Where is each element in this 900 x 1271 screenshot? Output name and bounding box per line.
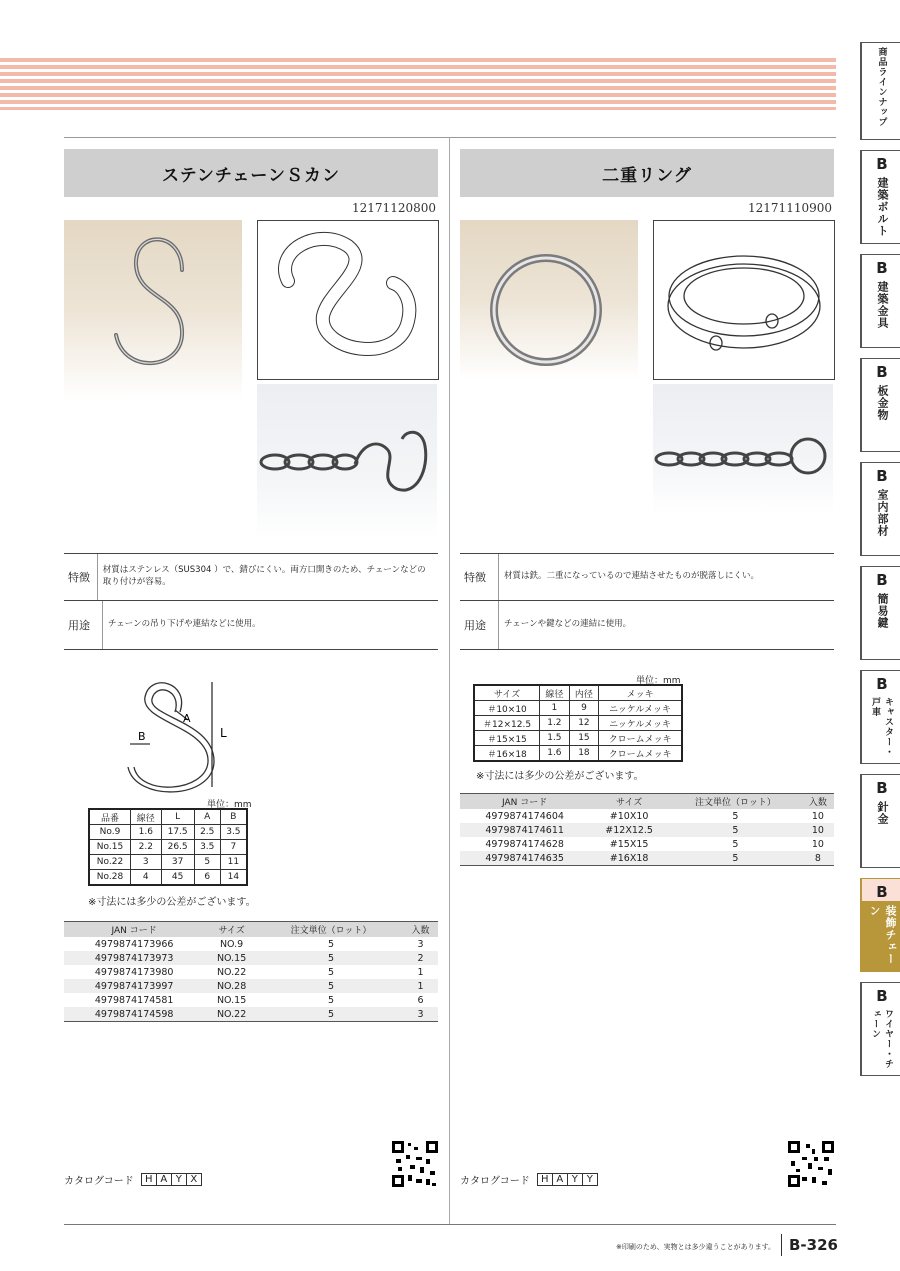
table-row — [89, 870, 247, 886]
table-cell: 1.5 — [540, 731, 570, 746]
table-row — [460, 809, 834, 823]
table-row — [64, 965, 438, 979]
right-catalog-code — [460, 1172, 598, 1187]
table-cell: ＃12×12.5 — [474, 716, 540, 731]
table-header-cell: 線径 — [130, 809, 161, 825]
table-cell: 17.5 — [161, 825, 194, 840]
right-jan-table — [460, 793, 834, 866]
table-cell: 9 — [569, 701, 599, 716]
side-tab-label: 室内部材 — [876, 489, 889, 537]
table-cell: No.28 — [89, 870, 130, 886]
catalog-code-char: H — [141, 1173, 157, 1186]
side-tab — [860, 42, 900, 140]
top-rule — [64, 137, 836, 138]
table-header-cell: B — [220, 809, 247, 825]
table-header-cell: サイズ — [474, 685, 540, 701]
table-cell: 37 — [161, 855, 194, 870]
table-row — [460, 823, 834, 837]
table-cell: No.9 — [89, 825, 130, 840]
table-cell: ＃16×18 — [474, 746, 540, 762]
side-tab-letter: B — [876, 571, 888, 589]
table-cell: No.22 — [89, 855, 130, 870]
column-divider — [449, 137, 450, 1225]
catalog-code-char: Y — [171, 1173, 187, 1186]
table-header-cell: JAN コード — [460, 794, 589, 810]
table-cell: クロームメッキ — [599, 746, 682, 762]
feature-label: 特徴 — [64, 554, 98, 600]
right-unit: 単位：mm — [636, 676, 681, 686]
side-tab-label: 建築金具 — [876, 281, 889, 329]
table-row — [64, 993, 438, 1007]
table-cell: 3 — [130, 855, 161, 870]
table-row — [64, 951, 438, 965]
side-tab — [860, 150, 900, 244]
use-label: 用途 — [460, 601, 499, 649]
side-tab-letter: B — [876, 155, 888, 173]
table-cell: NO.15 — [204, 951, 259, 965]
table-cell: #12X12.5 — [589, 823, 669, 837]
side-tab-label: キャスター・戸車 — [870, 697, 893, 757]
table-row — [64, 979, 438, 993]
table-cell: 12 — [569, 716, 599, 731]
table-cell: 4979874173980 — [94, 966, 174, 978]
use-label: 用途 — [64, 601, 103, 649]
ring-drawing — [653, 220, 835, 380]
table-cell: 15 — [569, 731, 599, 746]
table-cell: 14 — [220, 870, 247, 886]
left-tolerance-note: ※寸法には多少の公差がございます。 — [88, 897, 256, 908]
use-text: チェーンや鍵などの連結に使用。 — [504, 619, 632, 630]
table-cell: 4979874174635 — [460, 851, 589, 866]
side-tab-label: ワイヤー・チェーン — [870, 1009, 893, 1069]
table-row — [89, 825, 247, 840]
table-cell: 5 — [732, 838, 739, 850]
table-cell: 3 — [417, 938, 424, 950]
side-tab — [860, 878, 900, 972]
left-spec-table — [64, 553, 438, 650]
right-qr-code — [788, 1141, 834, 1191]
side-tab-letter: B — [876, 467, 888, 485]
table-header-cell: サイズ — [204, 922, 259, 938]
table-cell: 4979874174581 — [94, 994, 174, 1006]
left-jan-table — [64, 921, 438, 1022]
catalog-code-char: Y — [567, 1173, 583, 1186]
table-header-cell: 内径 — [569, 685, 599, 701]
table-cell: 5 — [327, 938, 334, 950]
table-cell: 45 — [161, 870, 194, 886]
side-tab — [860, 982, 900, 1076]
table-cell: 5 — [327, 994, 334, 1006]
table-cell: NO.15 — [216, 994, 247, 1006]
dim-label-l: L — [220, 726, 227, 740]
table-header-cell: 入数 — [403, 922, 438, 938]
side-tab-label: 商品ラインナップ — [876, 47, 887, 127]
table-row — [89, 840, 247, 855]
table-cell: 1 — [540, 701, 570, 716]
footer-divider — [781, 1234, 782, 1256]
table-cell: 1 — [417, 966, 424, 978]
side-tab — [860, 670, 900, 764]
table-cell: 5 — [259, 979, 403, 993]
table-header-cell: 品番 — [89, 809, 130, 825]
side-tab — [860, 254, 900, 348]
feature-text: 材質は鉄。二重になっているので連結させたものが脱落しにくい。 — [504, 571, 760, 582]
table-cell: 3 — [403, 1007, 438, 1022]
side-tab — [860, 566, 900, 660]
s-hook-photo — [64, 220, 242, 400]
table-cell: 4979874174628 — [485, 838, 564, 850]
table-header-cell: A — [194, 809, 220, 825]
table-row — [64, 1007, 438, 1022]
table-cell: 1.6 — [130, 825, 161, 840]
right-tolerance-note: ※寸法には多少の公差がございます。 — [476, 771, 644, 782]
table-cell: 5 — [259, 951, 403, 965]
right-product-title: 二重リング — [460, 149, 834, 197]
table-cell: 4979874174604 — [485, 810, 564, 822]
catalog-code-char: H — [537, 1173, 553, 1186]
table-cell: ニッケルメッキ — [599, 716, 682, 731]
table-cell: 4979874174611 — [460, 823, 589, 837]
table-cell: 4979874174598 — [64, 1007, 204, 1022]
side-tab-letter: B — [862, 879, 900, 901]
side-tab-letter: B — [876, 987, 888, 1005]
left-catalog-code — [64, 1172, 202, 1187]
table-cell: NO.28 — [204, 979, 259, 993]
table-cell: #10X10 — [609, 810, 649, 822]
table-header-cell: メッキ — [599, 685, 682, 701]
table-cell: NO.9 — [219, 938, 244, 950]
table-cell: 26.5 — [161, 840, 194, 855]
table-header-cell: JAN コード — [64, 922, 204, 938]
table-header-cell: L — [161, 809, 194, 825]
side-tab — [860, 358, 900, 452]
side-tab — [860, 462, 900, 556]
table-cell: 5 — [669, 851, 802, 866]
catalog-label: カタログコード — [460, 1176, 530, 1187]
table-header-cell: 入数 — [802, 794, 834, 810]
table-cell: 3.5 — [194, 840, 220, 855]
table-cell: 1 — [403, 979, 438, 993]
left-dimension-table — [88, 808, 248, 886]
right-dimension-table — [473, 684, 683, 762]
table-cell: #15X15 — [609, 838, 649, 850]
table-cell: 4979874173997 — [64, 979, 204, 993]
table-row — [474, 716, 682, 731]
table-row — [89, 855, 247, 870]
table-cell: ニッケルメッキ — [599, 701, 682, 716]
table-cell: NO.22 — [216, 966, 247, 978]
table-cell: クロームメッキ — [599, 731, 682, 746]
side-tab-label: 板金物 — [876, 385, 889, 421]
side-tab-label: 装飾チェーン — [868, 905, 897, 965]
left-unit: 単位：mm — [207, 800, 252, 810]
catalog-code-char: X — [186, 1173, 202, 1186]
side-tab — [860, 774, 900, 868]
table-cell: 11 — [220, 855, 247, 870]
table-row — [64, 937, 438, 951]
table-row — [460, 837, 834, 851]
side-tab-label: 簡易鍵 — [876, 593, 889, 629]
right-product-code: 12171110900 — [748, 201, 832, 215]
footer-note: ※印刷のため、実物とは多少違うことがあります。 — [616, 1243, 776, 1251]
table-header-cell: サイズ — [589, 794, 669, 810]
table-cell: 4979874173966 — [94, 938, 174, 950]
table-cell: 5 — [194, 855, 220, 870]
table-row — [474, 731, 682, 746]
left-qr-code — [392, 1141, 438, 1191]
table-cell: 10 — [811, 838, 824, 850]
catalog-code-char: A — [552, 1173, 568, 1186]
use-text: チェーンの吊り下げや連結などに使用。 — [108, 619, 261, 630]
table-row — [474, 746, 682, 762]
table-cell: 1.6 — [540, 746, 570, 762]
right-spec-table — [460, 553, 834, 650]
table-header-cell: 線径 — [540, 685, 570, 701]
table-cell: 4979874173973 — [64, 951, 204, 965]
table-cell: 18 — [569, 746, 599, 762]
table-row — [474, 701, 682, 716]
s-hook-drawing — [257, 220, 439, 380]
side-tab-letter: B — [876, 259, 888, 277]
table-cell: ＃10×10 — [474, 701, 540, 716]
table-cell: 8 — [802, 851, 834, 866]
table-cell: 7 — [220, 840, 247, 855]
ring-photo — [460, 220, 638, 380]
table-cell: 5 — [732, 810, 739, 822]
side-tab-label: 針金 — [876, 801, 889, 825]
table-cell: 4 — [130, 870, 161, 886]
table-row — [460, 851, 834, 866]
table-cell: 5 — [327, 966, 334, 978]
side-tab-label: 建築ボルト — [876, 177, 889, 237]
table-cell: 10 — [811, 810, 824, 822]
s-hook-chain-photo — [257, 384, 437, 540]
table-cell: #16X18 — [589, 851, 669, 866]
table-cell: 2.2 — [130, 840, 161, 855]
left-product-title: ステンチェーンＳカン — [64, 149, 438, 197]
table-header-cell: 注文単位（ロット） — [259, 922, 403, 938]
table-cell: No.15 — [89, 840, 130, 855]
side-tab-letter: B — [876, 363, 888, 381]
catalog-code-char: Y — [582, 1173, 598, 1186]
feature-label: 特徴 — [460, 554, 499, 600]
header-stripes — [0, 58, 836, 110]
table-cell: 5 — [259, 1007, 403, 1022]
left-product-code: 12171120800 — [352, 201, 436, 215]
side-tab-letter: B — [876, 779, 888, 797]
catalog-label: カタログコード — [64, 1176, 134, 1187]
table-cell: 6 — [194, 870, 220, 886]
footer-rule — [64, 1224, 836, 1225]
ring-chain-photo — [653, 384, 833, 514]
table-header-cell: 注文単位（ロット） — [669, 794, 802, 810]
table-cell: ＃15×15 — [474, 731, 540, 746]
table-cell: 2.5 — [194, 825, 220, 840]
table-cell: 1.2 — [540, 716, 570, 731]
dim-label-b: B — [138, 730, 146, 743]
page-number: B-326 — [789, 1236, 838, 1254]
table-cell: 6 — [417, 994, 424, 1006]
table-cell: 2 — [403, 951, 438, 965]
s-hook-dimension-diagram — [120, 672, 240, 797]
dim-label-a: A — [183, 712, 191, 725]
table-cell: 3.5 — [220, 825, 247, 840]
side-tab-letter: B — [876, 675, 888, 693]
catalog-code-char: A — [156, 1173, 172, 1186]
table-cell: 5 — [669, 823, 802, 837]
feature-text: 材質はステンレス（SUS304 ）で、錆びにくい。両方口開きのため、チェーンなどの取り付けが容易。 — [102, 565, 426, 587]
table-cell: NO.22 — [204, 1007, 259, 1022]
table-cell: 10 — [802, 823, 834, 837]
